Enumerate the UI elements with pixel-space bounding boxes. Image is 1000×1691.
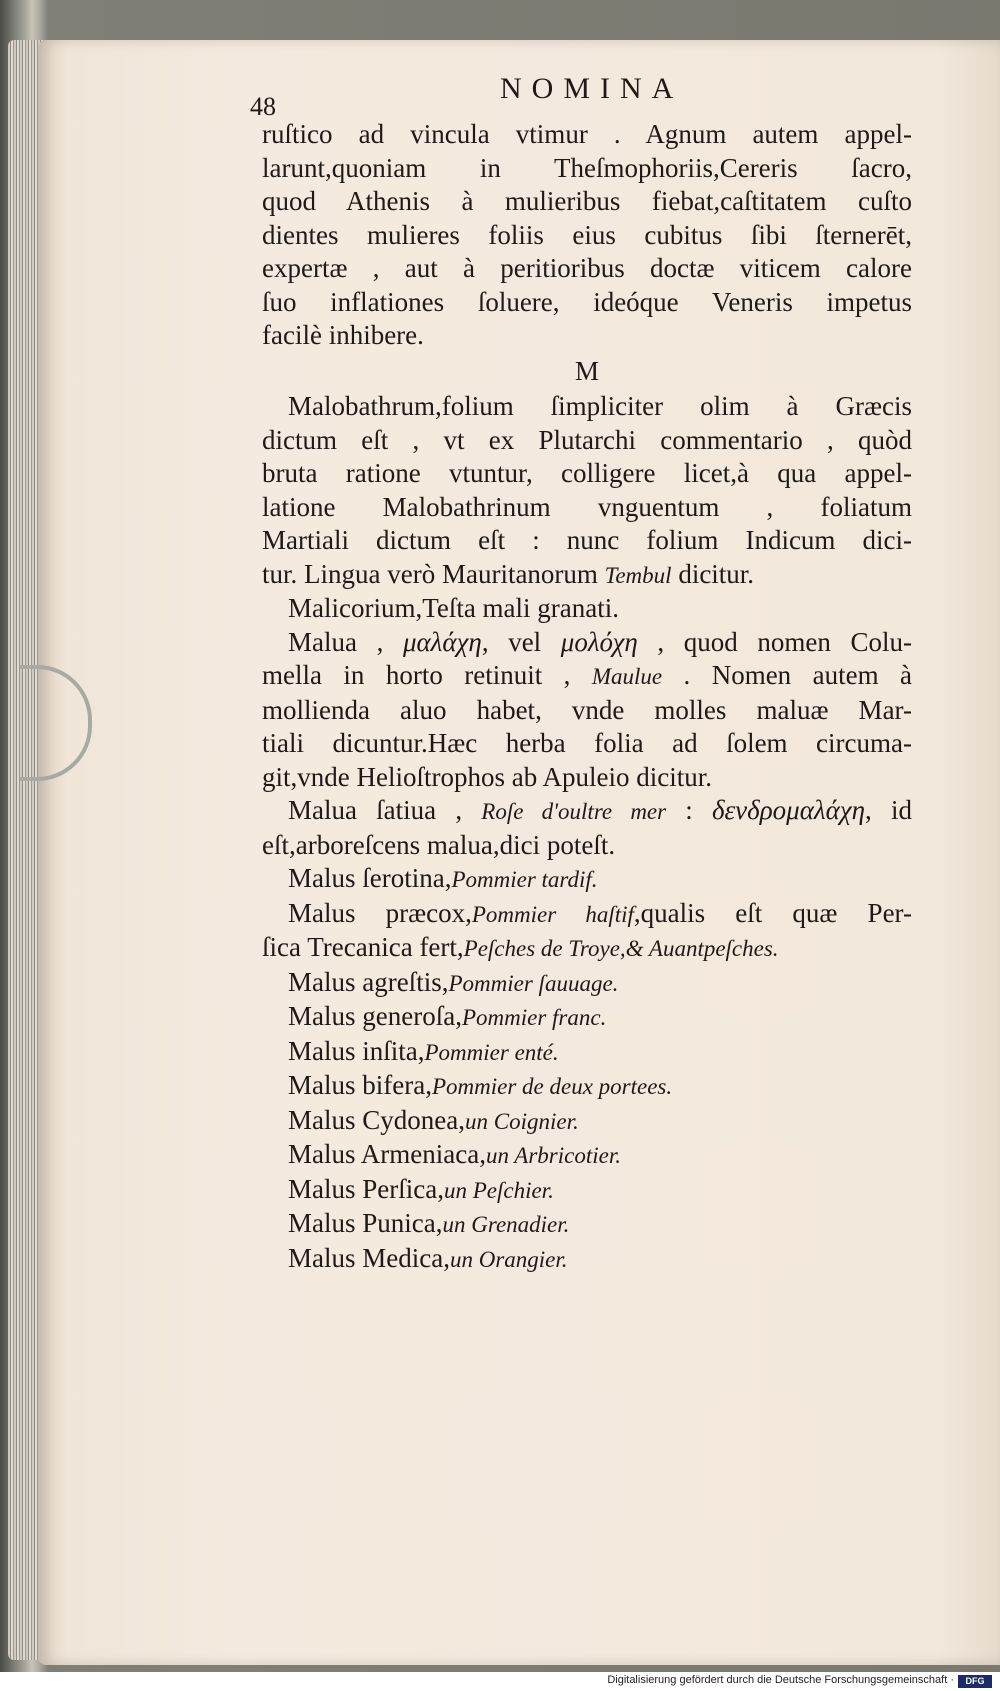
text-line: bruta ratione vtuntur, colligere licet,à qua appel- — [262, 458, 912, 488]
paragraph-agnus — [262, 118, 912, 353]
text-line: quod Athenis à mulieribus fiebat,caſtitatem cuſto — [262, 186, 912, 216]
text-line: ruſtico ad vincula vtimur . Agnum autem appel- — [262, 119, 912, 149]
entry-malus-generosa: Malus generoſa,Pommier franc. — [288, 1001, 607, 1031]
entry-malus-agrestis: Malus agreſtis,Pommier ſauuage. — [288, 966, 619, 997]
entry-malus-punica: Malus Punica,un Grenadier. — [288, 1208, 570, 1238]
entry-malus-persica: Malus Perſica,un Peſchier. — [288, 1173, 554, 1204]
text-line: tur. Lingua verò Mauritanorum Tembul dicitur. — [262, 558, 755, 589]
entry-malobathrum — [262, 390, 912, 592]
running-head: NOMINA — [500, 72, 684, 105]
entry-malua-satiua — [262, 794, 912, 862]
entry-malua — [262, 626, 912, 795]
entry-malus-cydonea: Malus Cydonea,un Coignier. — [288, 1104, 579, 1135]
entry-malus-insita: Malus inſita,Pommier enté. — [288, 1035, 559, 1066]
text-line: Malobathrum,folium ſimpliciter olim à Græcis — [288, 391, 912, 421]
entry-malicorium: Malicorium,Teſta mali granati. — [288, 593, 620, 623]
text-line: ſuo inflationes ſoluere, ideóque Veneris impetus — [262, 286, 912, 317]
entry-malus-serotina: Malus ſerotina,Pommier tardif. — [288, 863, 598, 893]
text-line: git,vnde Helioſtrophos ab Apuleio dicitur. — [262, 761, 712, 792]
text-line: tiali dicuntur.Hæc herba folia ad ſolem circuma- — [262, 728, 912, 758]
text-line: Malua ſatiua , Roſe d'oultre mer : δενδρομαλάχη, id — [288, 795, 912, 825]
text-line: expertæ , aut à peritioribus doctæ viticem calore — [262, 253, 912, 283]
text-line: Martiali dictum eſt : nunc folium Indicum dici- — [262, 525, 912, 555]
text-line: mollienda aluo habet, vnde molles maluæ Mar- — [262, 694, 912, 725]
funding-credit: Digitalisierung gefördert durch die Deutsche Forschungsgemeinschaft · — [607, 1674, 954, 1686]
text-line: larunt,quoniam in Theſmophoriis,Cereris ſacro, — [262, 152, 912, 183]
text-line: dictum eſt , vt ex Plutarchi commentario , quòd — [262, 424, 912, 455]
digitization-footer — [0, 1672, 1000, 1691]
text-line: Malua , μαλάχη, vel μολόχη , quod nomen Colu- — [288, 626, 912, 657]
entry-malus-praecox — [262, 897, 912, 966]
text-line: mella in horto retinuit , Maulue . Nomen autem à — [262, 660, 912, 690]
entry-malus-medica: Malus Medica,un Orangier. — [288, 1242, 568, 1273]
section-letter: M — [574, 355, 599, 386]
text-line: eſt,arboreſcens malua,dici poteſt. — [262, 829, 616, 860]
page-number: 48 — [250, 92, 276, 121]
entry-malus-armeniaca: Malus Armeniaca,un Arbricotier. — [288, 1139, 621, 1169]
page-header — [250, 72, 950, 121]
page-text — [262, 118, 912, 1276]
text-line: facilè inhibere. — [262, 320, 424, 350]
text-line: ſica Trecanica fert,Peſches de Troye,& Auantpeſches. — [262, 932, 779, 962]
entry-malus-bifera: Malus bifera,Pommier de deux portees. — [288, 1070, 673, 1100]
dfg-logo: DFG — [958, 1675, 992, 1688]
text-line: dientes mulieres foliis eius cubitus ſibi ſternerēt, — [262, 219, 912, 250]
text-line: latione Malobathrinum vnguentum , foliatum — [262, 491, 912, 522]
text-line: Malus præcox,Pommier haſtif,qualis eſt quæ Per- — [288, 897, 913, 928]
